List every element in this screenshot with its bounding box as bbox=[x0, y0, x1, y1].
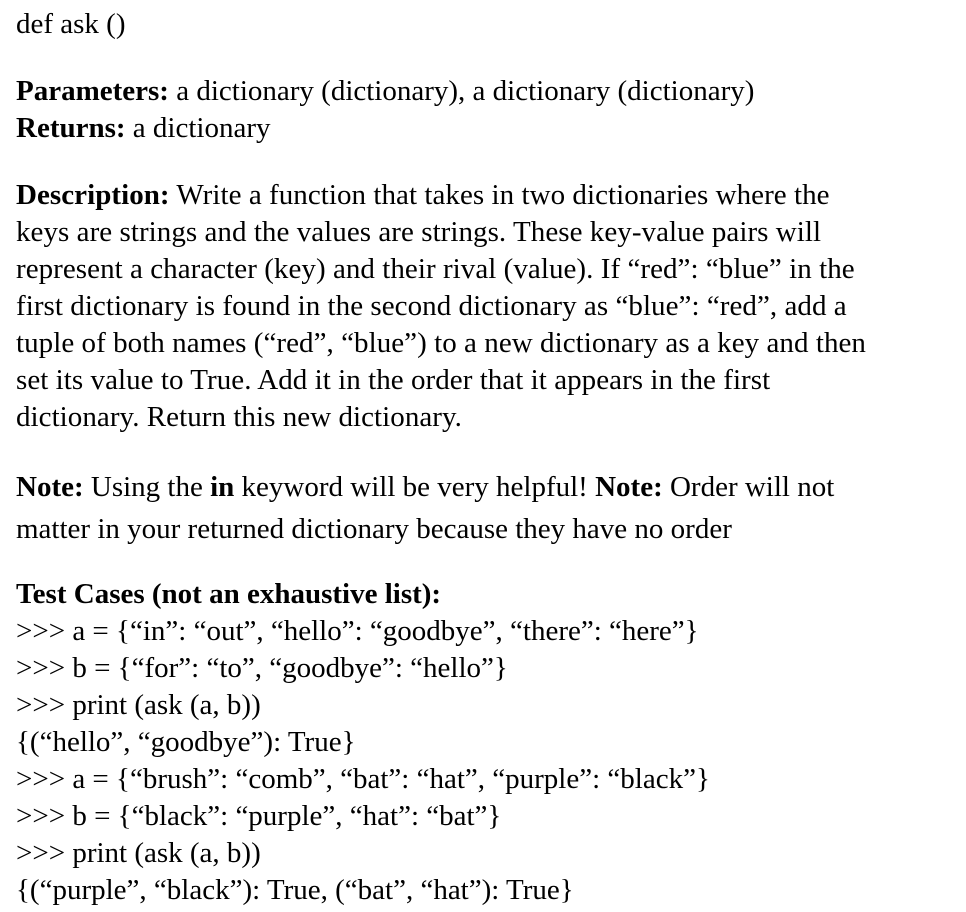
note-label: Note: bbox=[595, 471, 663, 503]
notes-block bbox=[16, 466, 950, 550]
returns-text: a dictionary bbox=[125, 112, 271, 144]
test-case-line: >>> print (ask (a, b)) bbox=[16, 837, 261, 869]
parameters-text: a dictionary (dictionary), a dictionary (dictionary) bbox=[168, 75, 755, 107]
returns-line bbox=[16, 110, 950, 147]
test-case-line: {(“hello”, “goodbye”): True} bbox=[16, 726, 356, 758]
note-text: keyword will be very helpful! bbox=[234, 471, 596, 503]
test-cases-label: Test Cases (not an exhaustive list): bbox=[16, 578, 442, 610]
description-line: dictionary. Return this new dictionary. bbox=[16, 401, 462, 433]
test-case-line: >>> b = {“for”: “to”, “goodbye”: “hello”} bbox=[16, 652, 508, 684]
description-line: tuple of both names (“red”, “blue”) to a new dictionary as a key and then bbox=[16, 327, 866, 359]
test-case-line: >>> a = {“brush”: “comb”, “bat”: “hat”, “purple”: “black”} bbox=[16, 763, 710, 795]
description-text: Write a function that takes in two dictionaries where the bbox=[169, 179, 830, 211]
test-case-line: >>> print (ask (a, b)) bbox=[16, 689, 261, 721]
description-line: first dictionary is found in the second dictionary as “blue”: “red”, add a bbox=[16, 290, 847, 322]
returns-label: Returns: bbox=[16, 112, 126, 144]
note-text: Using the bbox=[83, 471, 211, 503]
keyword-in: in bbox=[210, 471, 235, 503]
test-case-line: >>> a = {“in”: “out”, “hello”: “goodbye”, “there”: “here”} bbox=[16, 615, 699, 647]
params-block bbox=[16, 73, 950, 147]
notes-line: matter in your returned dictionary because they have no order bbox=[16, 513, 732, 545]
test-cases-block bbox=[16, 576, 950, 909]
description-line: set its value to True. Add it in the order that it appears in the first bbox=[16, 364, 771, 396]
description-line: keys are strings and the values are strings. These key-value pairs will bbox=[16, 216, 822, 248]
parameters-line bbox=[16, 73, 950, 110]
note-label: Note: bbox=[16, 471, 84, 503]
test-case-line: {(“purple”, “black”): True, (“bat”, “hat”): True} bbox=[16, 874, 574, 906]
description-block bbox=[16, 177, 950, 436]
notes-line bbox=[16, 466, 950, 508]
function-signature: def ask () bbox=[16, 8, 126, 40]
description-line: represent a character (key) and their rival (value). If “red”: “blue” in the bbox=[16, 253, 855, 285]
description-line bbox=[16, 177, 950, 214]
description-label: Description: bbox=[16, 179, 170, 211]
test-case-line: >>> b = {“black”: “purple”, “hat”: “bat”} bbox=[16, 800, 502, 832]
note-text: Order will not bbox=[662, 471, 835, 503]
parameters-label: Parameters: bbox=[16, 75, 169, 107]
